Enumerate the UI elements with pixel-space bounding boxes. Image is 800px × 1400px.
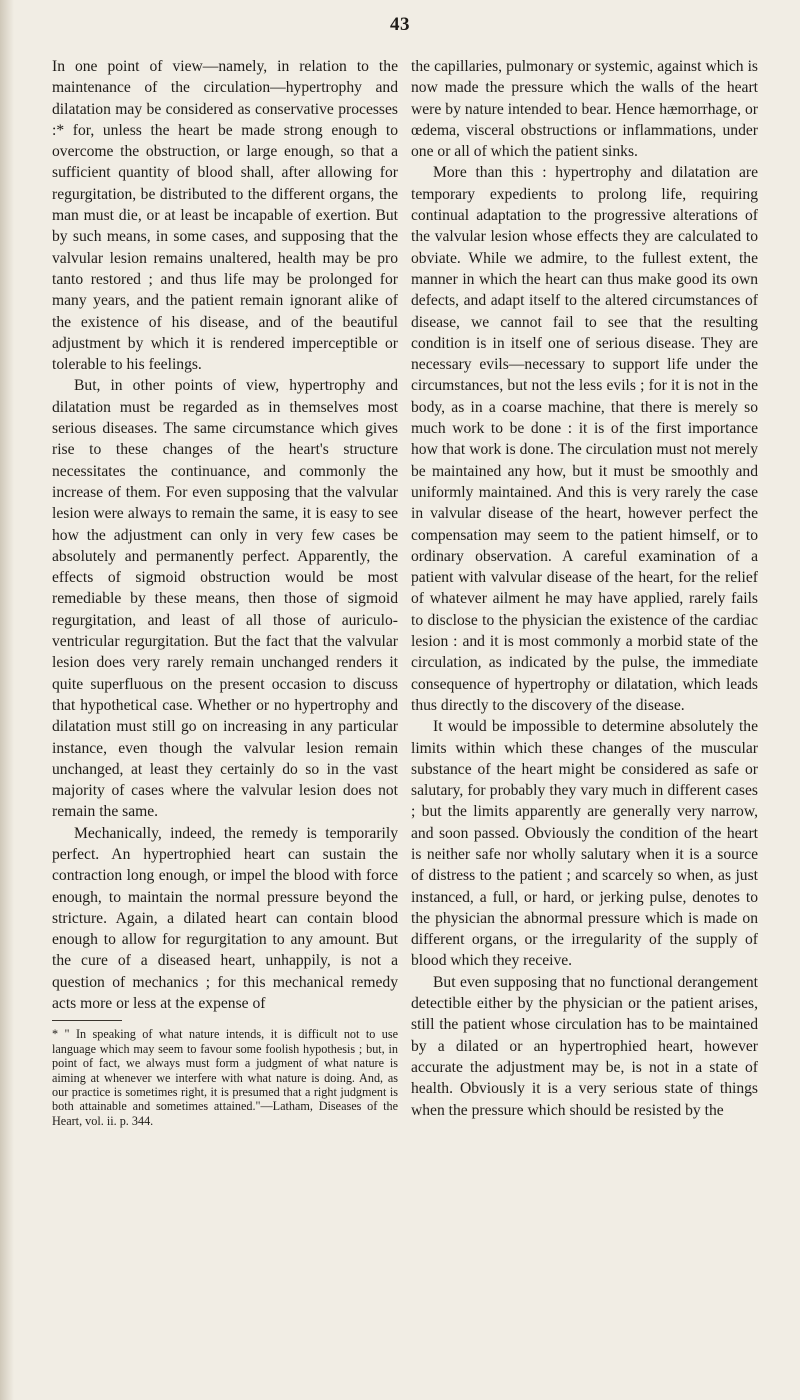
footnote: * " In speaking of what nature intends, it is difficult not to use language which may seem to favour some foolish hypothesis ; but, in point of fact, we always must form a judgment of what nature is aiming at whenever we interfere with what nature is doing. And, as our practice is sometimes right, it is presumed that a right judgment is both attainable and sometimes attained."—Latham, Diseases of the Heart, vol. ii. p. 344. (52, 1027, 398, 1128)
right-paragraph-3: It would be impossible to determine absolutely the limits within which these changes of the muscular substance of the heart might be considered as safe or salutary, for probably they vary much in different cases ; but the limits apparently are generally very narrow, and soon passed. Obviously the condition of the heart is neither safe nor wholly salutary when it is a source of distress to the patient ; and scarcely so when, as just instanced, a full, or hard, or jerking pulse, denotes to the physician the abnormal pressure which is made on different organs, or the irregularity of the supply of blood which they receive. (411, 718, 758, 970)
left-column (52, 56, 398, 1128)
page-number: 43 (390, 14, 410, 35)
footnote-rule (52, 1020, 122, 1021)
left-paragraph-3: Mechanically, indeed, the remedy is temporarily perfect. An hypertrophied heart can sustain the contraction long enough, or impel the blood with force enough, to maintain the normal pressure beyond the stricture. Again, a dilated heart can contain blood enough to allow for regurgitation to any amount. But the cure of a diseased heart, unhappily, is not a question of mechanics ; for this mechanical remedy acts more or less at the expense of (52, 824, 398, 1013)
right-column (411, 56, 758, 1121)
right-paragraph-4: But even supposing that no functional derangement detectible either by the physician or the patient arises, still the patient whose circulation has to be maintained by a dilated or an hypertrophied heart, however accurate the adjustment may be, is not in a state of health. Obviously it is a very serious state of things when the pressure which should be resisted by the (411, 973, 758, 1119)
right-paragraph-1: the capillaries, pulmonary or systemic, against which is now made the pressure which the walls of the heart were by nature intended to bear. Hence hæmorrhage, or œdema, visceral obstructions or inflammations, under one or all of which the patient sinks. (411, 58, 758, 161)
left-paragraph-1: In one point of view—namely, in relation to the maintenance of the circulation—hypertrophy and dilatation may be considered as conservative processes :* for, unless the heart be made strong enough to overcome the obstruction, or large enough, so that a sufficient quantity of blood shall, after allowing for regurgitation, be distributed to the different organs, the man must die, or at least be incapable of exertion. But by such means, in some cases, and supposing that the valvular lesion remains unaltered, health may be pro tanto restored ; and thus life may be prolonged for many years, and the patient remain ignorant alike of the existence of his disease, and of the beautiful adjustment by which it is rendered imperceptible or tolerable to his feelings. (52, 58, 398, 374)
right-paragraph-2: More than this : hypertrophy and dilatation are temporary expedients to prolong life, requiring continual adaptation to the progressive alterations of the valvular lesion whose effects they are calculated to obviate. While we admire, to the fullest extent, the manner in which the heart can thus make good its own defects, and adapt itself to the altered circumstances of disease, we cannot fail to see that the resulting condition is in itself one of serious disease. They are necessary evils—necessary to support life under the circumstances, but not the less evils ; for it is not in the body, as in a coarse machine, that there is merely so much work to be done : it is of the first importance how that work is done. The circulation must not merely be maintained any how, but it must be smoothly and uniformly maintained. And this is very rarely the case in valvular disease of the heart, however perfect the compensation may seem to the patient himself, or to ordinary observation. A careful examination of a patient with valvular disease of the heart, for the relief of whatever ailment he may have applied, rarely fails to disclose to the physician the existence of the cardiac lesion : and it is most commonly a morbid state of the circulation, as indicated by the pulse, the immediate consequence of hypertrophy or dilatation, which leads thus directly to the discovery of the disease. (411, 164, 758, 714)
left-paragraph-2: But, in other points of view, hypertrophy and dilatation must be regarded as in themselves most serious diseases. The same circumstance which gives rise to these changes of the heart's structure necessitates the continuance, and commonly the increase of them. For even supposing that the valvular lesion were always to remain the same, it is easy to see how the adjustment can only in very few cases be absolutely and permanently perfect. Apparently, the effects of sigmoid obstruction would be most remediable by these means, then those of sigmoid regurgitation, and least of all those of auriculo-ventricular regurgitation. But the fact that the valvular lesion does very rarely remain unchanged renders it quite superfluous on the present occasion to discuss that hypothetical case. Whether or no hypertrophy and dilatation must still go on increasing in any particular instance, even though the valvular lesion remain unchanged, at least they certainly do so in the vast majority of cases where the valvular lesion does not remain the same. (52, 377, 398, 821)
binding-edge (0, 0, 14, 1400)
